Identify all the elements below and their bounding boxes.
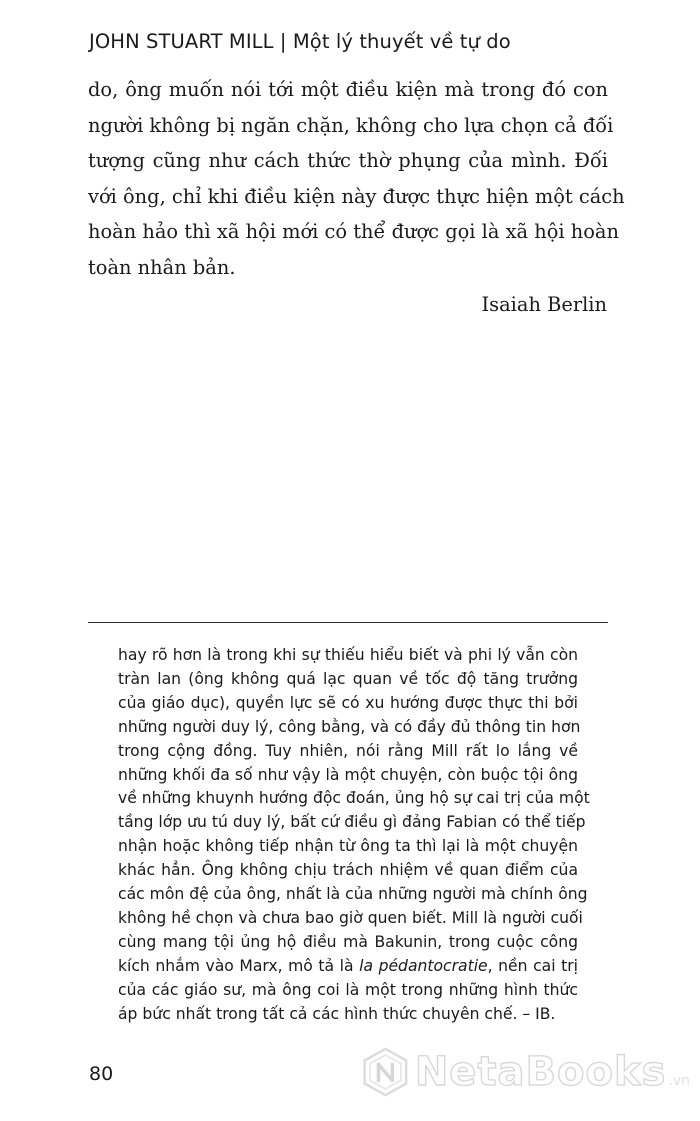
footnote-line: hay rõ hơn là trong khi sự thiếu hiểu biết và phi lý vẫn còn [118,646,578,664]
italic-term: la pédantocratie [359,956,488,975]
footnote-text-run: , nền cai trị [487,956,578,975]
footnote-line: không hề chọn và chưa bao giờ quen biết. Mill là người cuối [118,908,583,927]
footnote-line: tràn lan (ông không quá lạc quan về tốc độ tăng trưởng [118,669,578,688]
footnote-line: về những khuynh hướng độc đoán, ủng hộ sự cai trị của một [118,789,590,808]
running-header: JOHN STUART MILL | Một lý thuyết về tự do [89,30,511,53]
footnote-line: các môn đệ của ông, nhất là của những người mà chính ông [118,885,588,904]
body-line: tượng cũng như cách thức thờ phụng của mình. Đối [88,149,608,172]
footnote-line: tầng lớp ưu tú duy lý, bất cứ điều gì đảng Fabian có thể tiếp [118,813,586,832]
watermark [360,1036,690,1108]
footnote-line: nhận hoặc không tiếp nhận từ ông ta thì lại là một chuyện [118,837,578,856]
quote-author: Isaiah Berlin [481,293,607,316]
footnote-line: áp bức nhất trong tất cả các hình thức chuyên chế. – IB. [118,1004,556,1023]
footnote-line: cùng mang tội ủng hộ điều mà Bakunin, trong cuộc công [118,932,578,951]
footnote-line: của các giáo sư, mà ông coi là một trong những hình thức [118,980,578,999]
body-line: toàn nhân bản. [88,255,236,279]
footnote-line-italic [118,955,578,979]
netabooks-logo-icon [360,1039,411,1105]
footnote-text [118,644,590,1027]
footnote-line: những người duy lý, công bằng, và có đầy đủ thông tin hơn [118,717,581,736]
footnote-line: của giáo dục), quyền lực sẽ có xu hướng được thực thi bởi [118,693,578,712]
body-line: do, ông muốn nói tới một điều kiện mà trong đó con [88,78,608,101]
watermark-suffix: .vn [668,1073,690,1089]
footnote-line: khác hẳn. Ông không chịu trách nhiệm về quan điểm của [118,861,578,880]
footnote-line: những khối đa số như vậy là một chuyện, còn buộc tội ông [118,765,578,784]
body-line: người không bị ngăn chặn, không cho lựa chọn cả đối [88,113,614,137]
page-number: 80 [89,1063,114,1085]
watermark-brand: NetaBooks [414,1049,667,1095]
footnote-line: trong cộng đồng. Tuy nhiên, nói rằng Mill rất lo lắng về [118,741,578,760]
footnote-divider [88,622,608,623]
body-text [88,72,625,285]
body-line: với ông, chỉ khi điều kiện này được thực hiện một cách [88,184,625,208]
footnote-text-run: kích nhắm vào Marx, mô tả là [118,956,360,975]
body-line: hoàn hảo thì xã hội mới có thể được gọi là xã hội hoàn [88,220,619,243]
